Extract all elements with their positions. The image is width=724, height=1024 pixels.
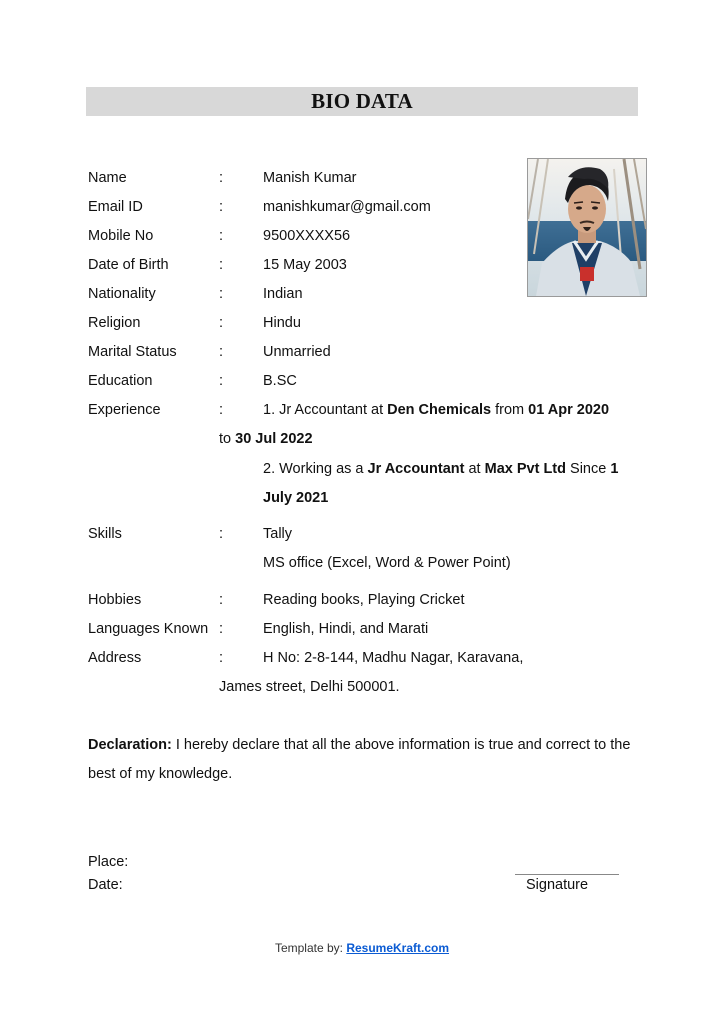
signature-label: Signature [526, 877, 589, 893]
label-dob: Date of Birth [88, 257, 169, 273]
colon: : [219, 373, 224, 389]
date-label: Date: [88, 877, 123, 893]
colon: : [219, 315, 224, 331]
declaration-label: Declaration: [88, 737, 172, 753]
experience-item-1 [263, 400, 609, 420]
colon: : [219, 526, 224, 542]
colon: : [219, 592, 224, 608]
exp2-since: Since [566, 461, 611, 477]
value-education: B.SC [263, 373, 297, 389]
declaration [88, 731, 648, 789]
exp2-start-day: 1 [610, 461, 619, 477]
value-address-line2: James street, Delhi 500001. [219, 679, 400, 695]
profile-photo [527, 158, 647, 297]
experience-item-1-cont [219, 429, 313, 449]
colon: : [219, 402, 224, 418]
exp1-end: 30 Jul 2022 [235, 431, 313, 447]
label-name: Name [88, 170, 127, 186]
value-address-line1: H No: 2-8-144, Madhu Nagar, Karavana, [263, 650, 524, 666]
label-skills: Skills [88, 526, 122, 542]
label-nationality: Nationality [88, 286, 156, 302]
footer-prefix: Template by: [274, 941, 347, 955]
colon: : [219, 228, 224, 244]
value-marital-status: Unmarried [263, 344, 331, 360]
value-religion: Hindu [263, 315, 301, 331]
page-title: BIO DATA [311, 89, 413, 113]
exp2-company: Max Pvt Ltd [484, 461, 566, 477]
exp2-start-rest: July 2021 [263, 490, 329, 506]
skill-item: Tally [263, 526, 293, 542]
experience-item-2-cont [263, 488, 328, 508]
value-nationality: Indian [263, 286, 303, 302]
label-hobbies: Hobbies [88, 592, 142, 608]
label-marital-status: Marital Status [88, 344, 177, 360]
value-email: manishkumar@gmail.com [263, 199, 431, 215]
exp1-company: Den Chemicals [387, 402, 492, 418]
exp2-prefix: 2. Working as a [263, 461, 368, 477]
footer [0, 941, 724, 955]
place-label: Place: [88, 854, 129, 870]
label-religion: Religion [88, 315, 141, 331]
declaration-text: I hereby declare that all the above information is true and correct to the best of my knowledge. [88, 737, 631, 782]
colon: : [219, 170, 224, 186]
colon: : [219, 199, 224, 215]
value-mobile: 9500XXXX56 [263, 228, 351, 244]
skill-item: MS office (Excel, Word & Power Point) [263, 555, 511, 571]
colon: : [219, 650, 224, 666]
label-languages: Languages Known [88, 621, 209, 637]
value-dob: 15 May 2003 [263, 257, 347, 273]
footer-link[interactable]: ResumeKraft.com [346, 941, 450, 955]
label-experience: Experience [88, 402, 161, 418]
exp2-role: Jr Accountant [367, 461, 465, 477]
colon: : [219, 286, 224, 302]
value-hobbies: Reading books, Playing Cricket [263, 592, 465, 608]
exp2-mid: at [464, 461, 485, 477]
label-address: Address [88, 650, 142, 666]
title-bar [86, 87, 638, 116]
experience-item-2 [263, 459, 618, 479]
label-mobile: Mobile No [88, 228, 154, 244]
colon: : [219, 257, 224, 273]
value-name: Manish Kumar [263, 170, 357, 186]
exp1-mid: from [491, 402, 529, 418]
exp1-to: to [219, 431, 236, 447]
label-education: Education [88, 373, 153, 389]
colon: : [219, 344, 224, 360]
colon: : [219, 621, 224, 637]
exp1-prefix: 1. Jr Accountant at [263, 402, 388, 418]
portrait-image [528, 159, 646, 296]
exp1-start: 01 Apr 2020 [528, 402, 610, 418]
label-email: Email ID [88, 199, 143, 215]
value-languages: English, Hindi, and Marati [263, 621, 429, 637]
